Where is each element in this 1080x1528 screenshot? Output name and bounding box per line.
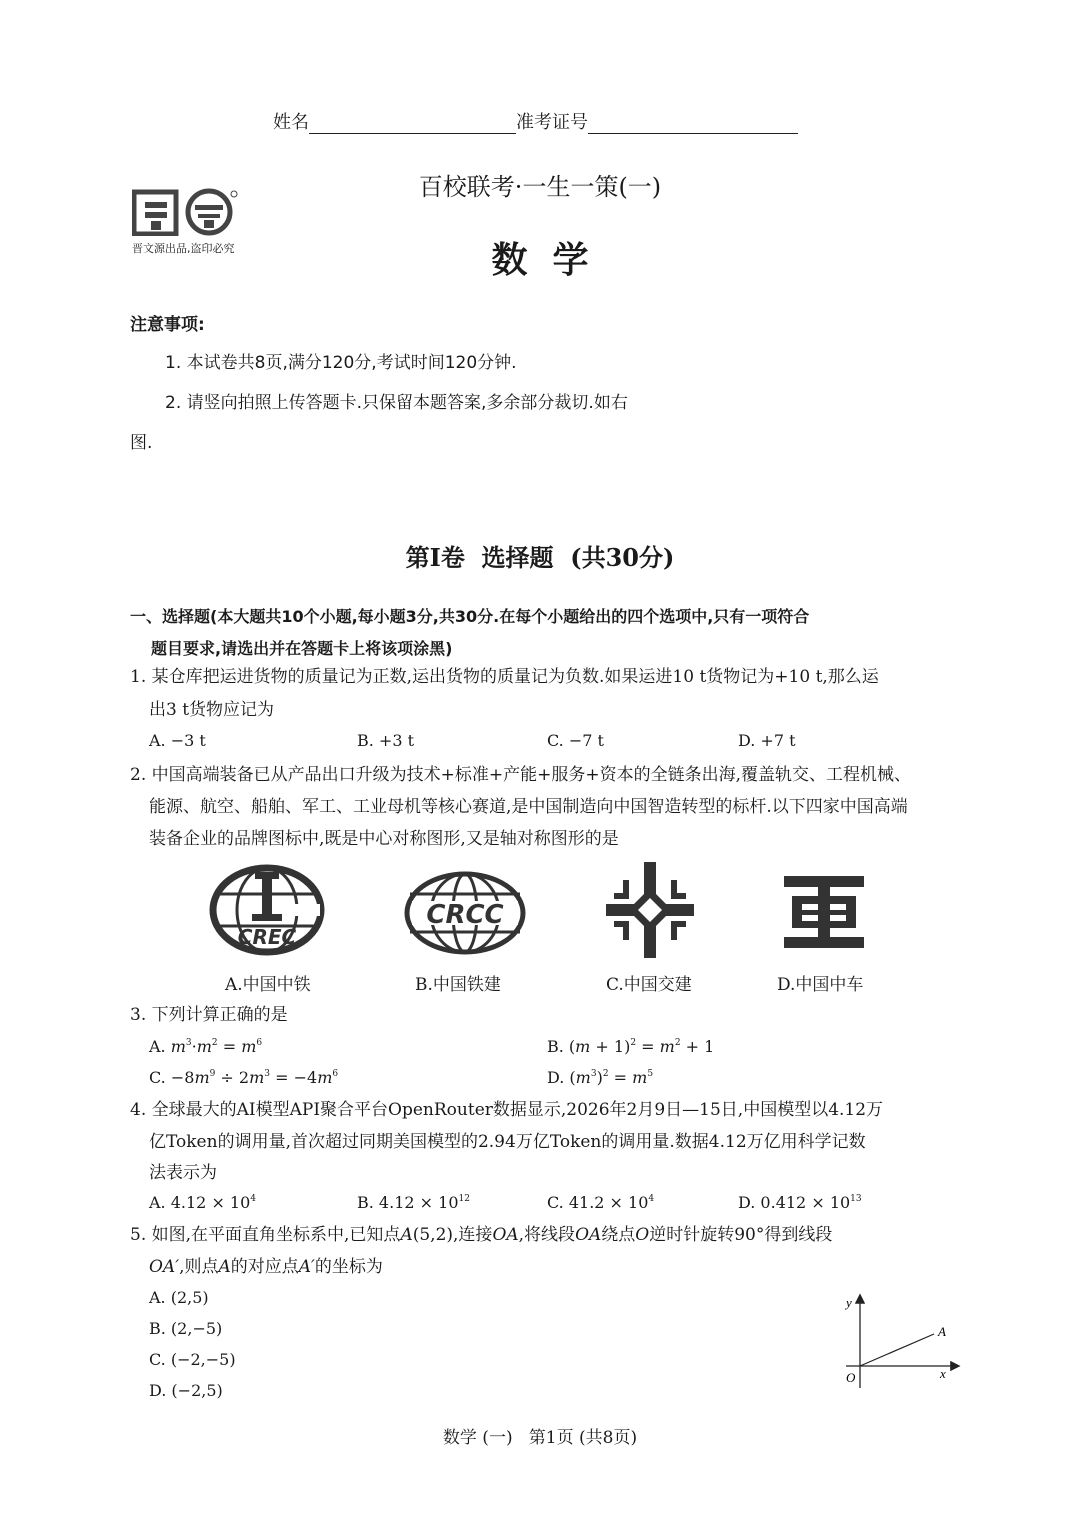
q3-option-b[interactable]: B. $(m + 1)^2 = m^2 + 1$ xyxy=(547,1037,715,1056)
crrc-logo-icon[interactable] xyxy=(782,874,866,950)
segment-oa xyxy=(860,1334,934,1366)
q2-option-b[interactable]: B.中国铁建 xyxy=(415,975,501,995)
q5-option-b[interactable]: B. (2,−5) xyxy=(149,1319,223,1338)
q3-option-c[interactable]: C. $-8m^9 \div 2m^3 = -4m^6$ xyxy=(149,1068,339,1087)
crcc-logo-text: CRCC xyxy=(426,900,504,930)
q5-coordinate-figure xyxy=(836,1290,966,1392)
crcc-logo-icon[interactable] xyxy=(402,870,528,956)
candidate-info-line xyxy=(273,108,798,134)
notes-item-1: 1. 本试卷共8页,满分120分,考试时间120分钟. xyxy=(165,353,517,373)
series-title: 百校联考·一生一策(一) xyxy=(418,173,662,201)
notes-item-2: 2. 请竖向拍照上传答题卡.只保留本题答案,多余部分裁切.如右 xyxy=(165,393,628,413)
q5-stem-2: OA′,则点A的对应点A′的坐标为 xyxy=(149,1257,383,1277)
q2-option-d[interactable]: D.中国中车 xyxy=(777,975,864,995)
q3-option-a[interactable]: A. $m^3\cdot m^2 = m^6$ xyxy=(149,1037,263,1056)
q1-option-a[interactable]: A. −3 t xyxy=(149,731,206,750)
q2-option-a[interactable]: A.中国中铁 xyxy=(225,975,311,995)
origin-label: O xyxy=(846,1370,856,1385)
part1-instruction-2: 题目要求,请选出并在答题卡上将该项涂黑) xyxy=(151,639,453,658)
q5-stem-1: 5. 如图,在平面直角坐标系中,已知点A(5,2),连接OA,将线段OA绕点O逆时针旋转90°得到线段 xyxy=(130,1225,833,1245)
crec-logo-text: CREC xyxy=(237,925,297,949)
q1-stem-1: 1. 某仓库把运进货物的质量记为正数,运出货物的质量记为负数.如果运进10 t货物记为+10 t,那么运 xyxy=(130,667,879,687)
page-footer: 数学 (一) 第1页 (共8页) xyxy=(442,1428,638,1448)
name-label: 姓名 xyxy=(273,112,309,133)
part1-instruction-1: 一、选择题(本大题共10个小题,每小题3分,共30分.在每个小题给出的四个选项中,只有一项符合 xyxy=(130,607,810,626)
q4-stem-1: 4. 全球最大的AI模型API聚合平台OpenRouter数据显示,2026年2月9日—15日,中国模型以4.12万 xyxy=(130,1100,884,1120)
q4-stem-2: 亿Token的调用量,首次超过同期美国模型的2.94万亿Token的调用量.数据4.12万亿用科学记数 xyxy=(149,1132,866,1152)
exam-id-label: 准考证号 xyxy=(516,112,588,133)
q3-option-d[interactable]: D. $(m^3)^2 = m^5$ xyxy=(547,1068,654,1087)
q1-stem-2: 出3 t货物应记为 xyxy=(149,700,275,720)
q2-option-c[interactable]: C.中国交建 xyxy=(606,975,692,995)
q5-option-c[interactable]: C. (−2,−5) xyxy=(149,1350,236,1369)
name-field[interactable] xyxy=(309,115,516,134)
notes-title: 注意事项: xyxy=(130,315,205,335)
q2-stem-1: 2. 中国高端装备已从产品出口升级为技术+标准+产能+服务+资本的全链条出海,覆盖轨交、工程机械、 xyxy=(130,765,912,785)
q5-option-a[interactable]: A. (2,5) xyxy=(149,1288,209,1307)
q3-stem: 3. 下列计算正确的是 xyxy=(130,1005,288,1025)
q4-option-d[interactable]: D. $0.412 \times 10^{13}$ xyxy=(738,1193,862,1212)
y-label: y xyxy=(846,1295,852,1310)
q1-option-c[interactable]: C. −7 t xyxy=(547,731,604,750)
publisher-note: 晋文源出品,盗印必究 xyxy=(132,242,235,255)
point-a-label: A xyxy=(938,1324,946,1339)
x-label: x xyxy=(940,1366,946,1381)
q1-option-d[interactable]: D. +7 t xyxy=(738,731,796,750)
q4-option-b[interactable]: B. $4.12 \times 10^{12}$ xyxy=(357,1193,470,1212)
q4-stem-3: 法表示为 xyxy=(149,1163,217,1183)
cccc-logo-icon[interactable] xyxy=(604,860,696,960)
q2-stem-3: 装备企业的品牌图标中,既是中心对称图形,又是轴对称图形的是 xyxy=(149,829,619,849)
q4-option-c[interactable]: C. $41.2 \times 10^4$ xyxy=(547,1193,655,1212)
q5-option-d[interactable]: D. (−2,5) xyxy=(149,1381,223,1400)
subject-title: 数 学 xyxy=(491,239,589,281)
q4-option-a[interactable]: A. $4.12 \times 10^4$ xyxy=(149,1193,257,1212)
q1-option-b[interactable]: B. +3 t xyxy=(357,731,415,750)
q2-stem-2: 能源、航空、船舶、军工、工业母机等核心赛道,是中国制造向中国智造转型的标杆.以下四家中国高端 xyxy=(149,797,908,817)
notes-item-2-cont: 图. xyxy=(130,433,153,453)
crec-logo-icon[interactable] xyxy=(208,864,326,956)
exam-id-field[interactable] xyxy=(588,115,798,134)
part1-title: 第Ⅰ卷 选择题 (共30分) xyxy=(405,543,675,572)
